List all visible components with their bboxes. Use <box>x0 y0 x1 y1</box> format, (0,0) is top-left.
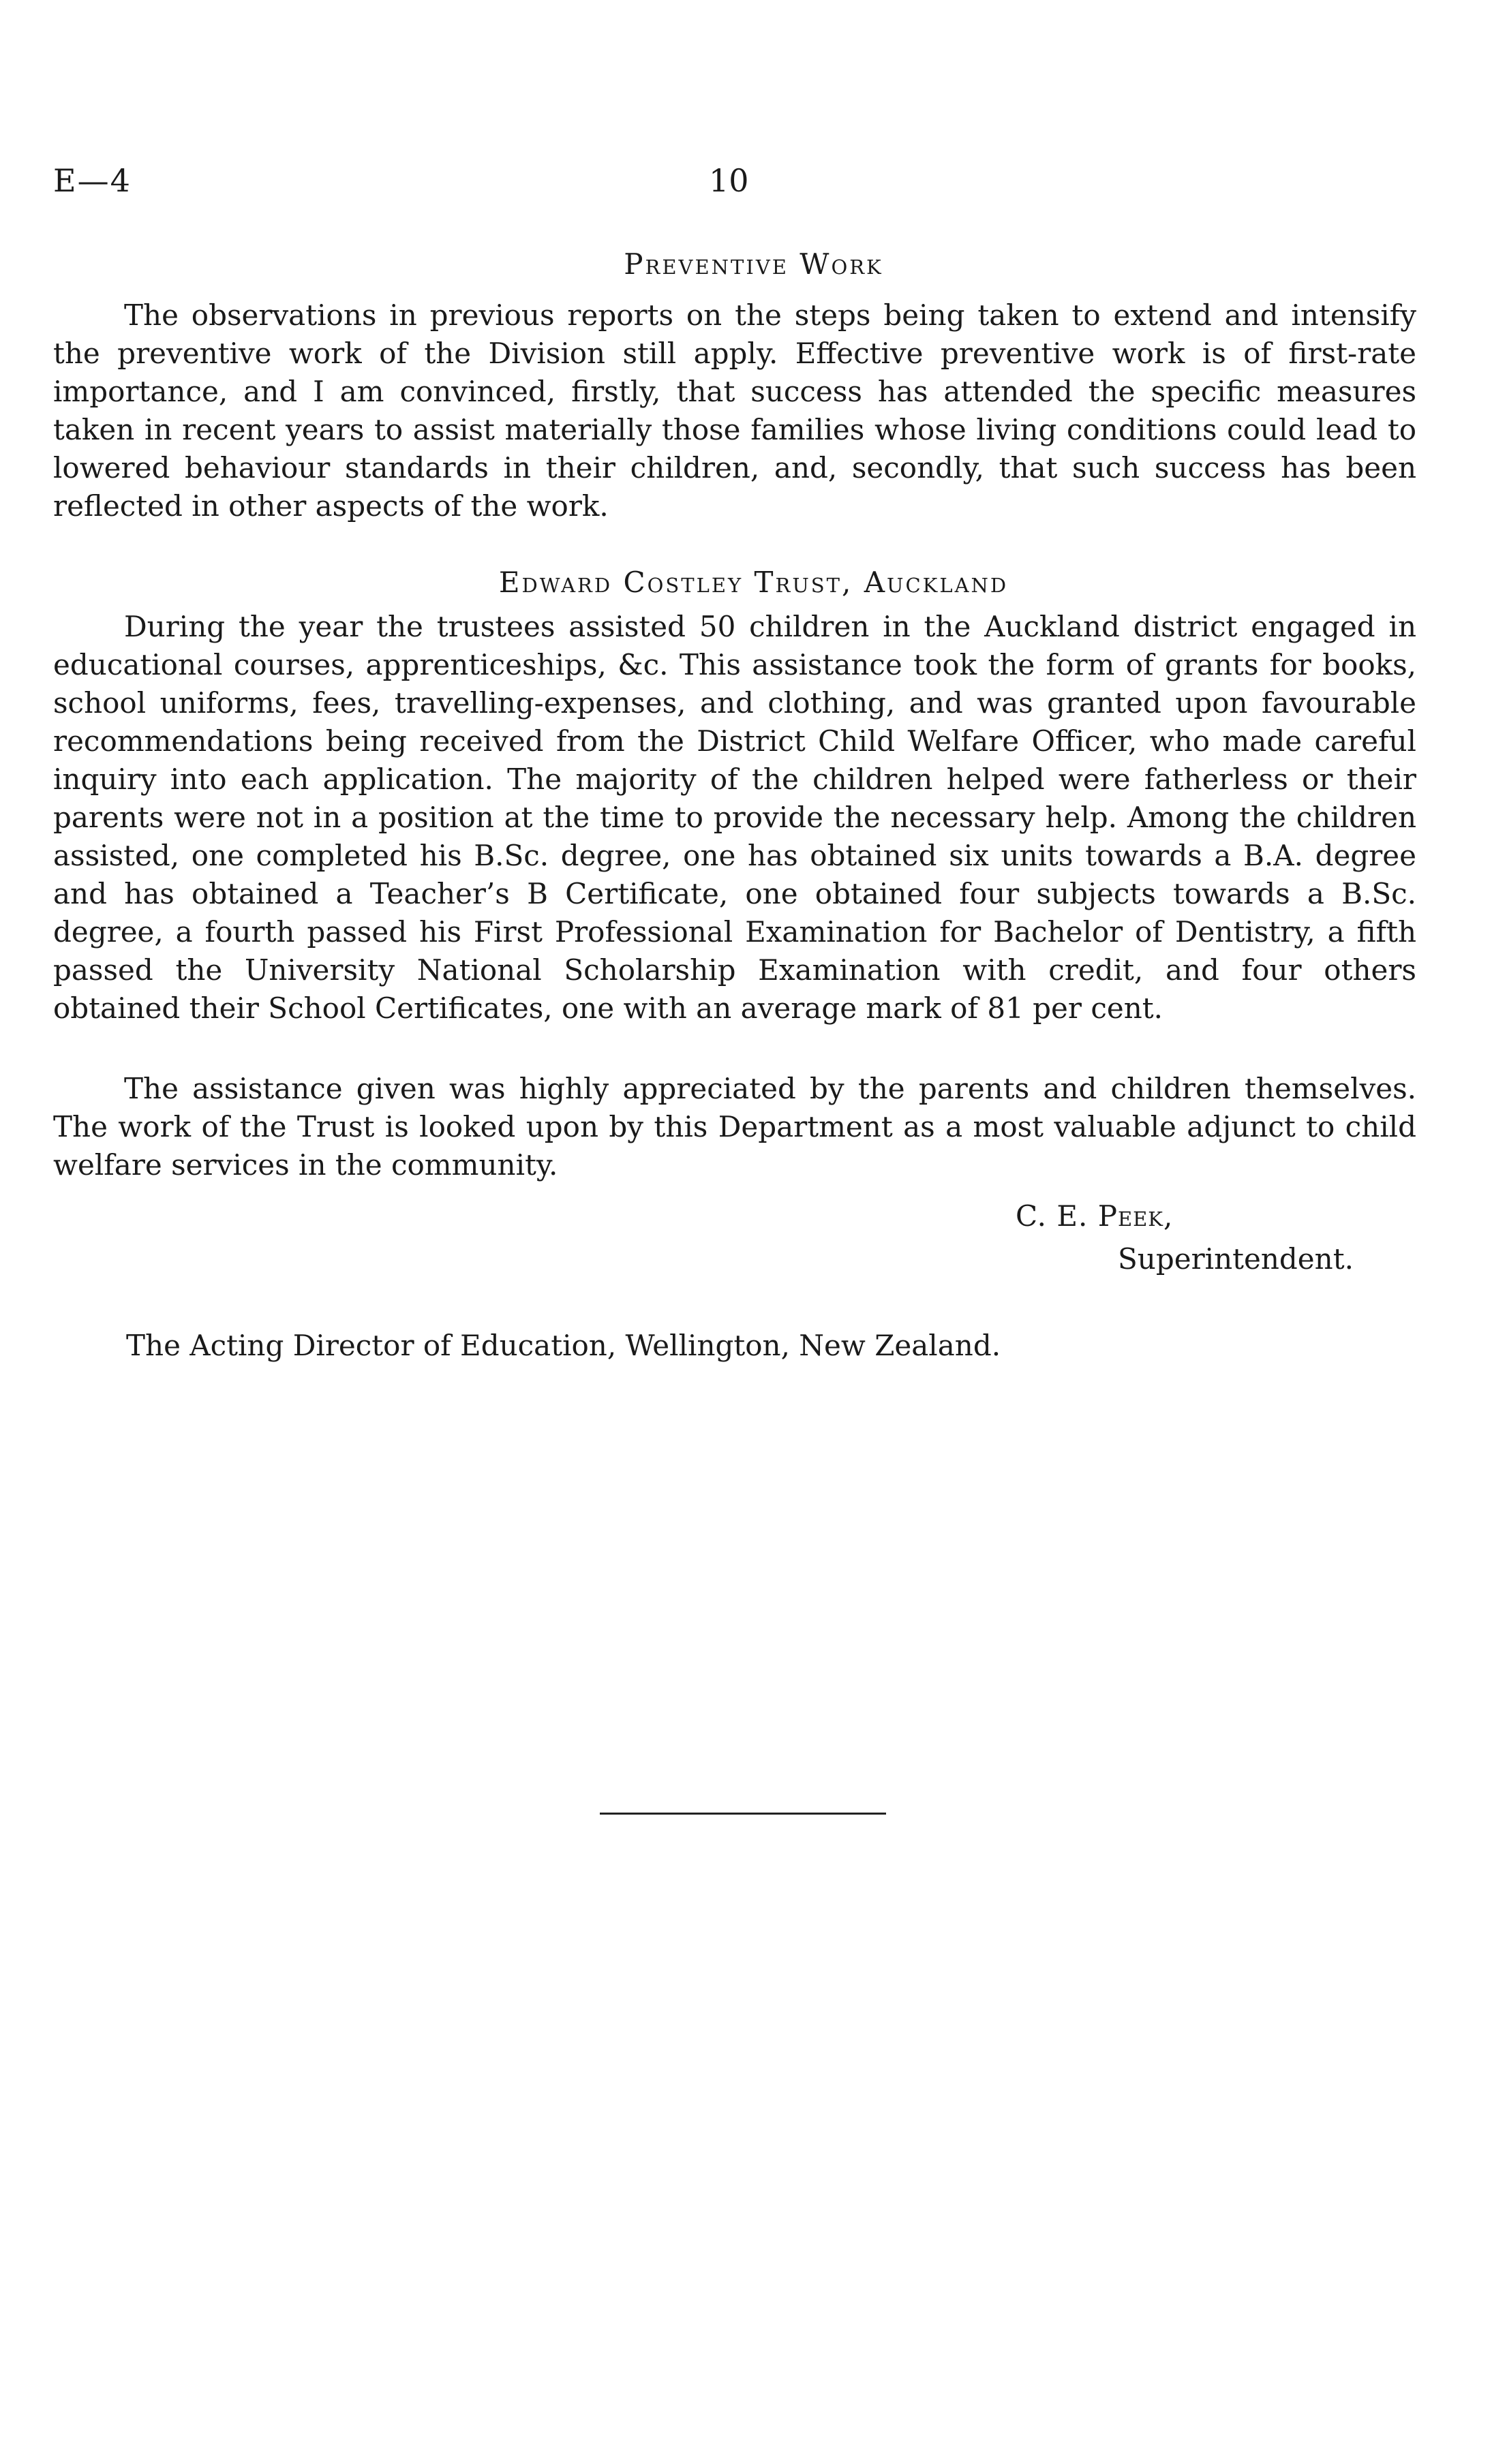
report-code: E—4 <box>53 162 132 199</box>
paragraph-trust-assistance: During the year the trustees assisted 50 children in the Auckland district engaged in educational courses, apprenticeships, &c. This assistance took the form of grants for books, school uniforms, fees, travelling-expenses, and clothing, and was granted upon favourable recommendations being received from the District Child Welfare Officer, who made careful inquiry into each application. The majority of the children helped were fatherless or their parents were not in a position at the time to provide the necessary help. Among the children assisted, one completed his B.Sc. degree, one has obtained six units towards a B.A. degree and has obtained a Teacher’s B Certificate, one obtained four subjects towards a B.Sc. degree, a fourth passed his First Professional Examination for Bachelor of Dentistry, a fifth passed the University National Scholarship Examination with credit, and four others obtained their School Certificates, one with an average mark of 81 per cent. <box>53 610 1416 1025</box>
section-heading-edward-costley-trust: Edward Costley Trust, Auckland <box>498 566 1009 599</box>
section-heading-preventive-work: Preventive Work <box>624 247 883 281</box>
page-number: 10 <box>709 162 749 199</box>
paragraph-trust-appreciation: The assistance given was highly appreciated by the parents and children themselves. The work of the Trust is looked upon by this Department as a most valuable adjunct to child welfare services in the community. <box>53 1072 1416 1182</box>
closing-rule-divider <box>600 1813 886 1815</box>
paragraph-preventive-work: The observations in previous reports on the steps being taken to extend and intensify the preventive work of the Division still apply. Effective preventive work is of first-rate importance, and I am convinced, firstly, that success has attended the specific measures taken in recent years to assist materially those families whose living conditions could lead to lowered behaviour standards in their children, and, secondly, that such success has been reflected in other aspects of the work. <box>53 298 1416 523</box>
addressee-line: The Acting Director of Education, Wellington, New Zealand. <box>126 1329 1001 1362</box>
signatory-title: Superintendent. <box>1118 1242 1354 1276</box>
signatory-name: C. E. Peek, <box>1016 1199 1174 1233</box>
